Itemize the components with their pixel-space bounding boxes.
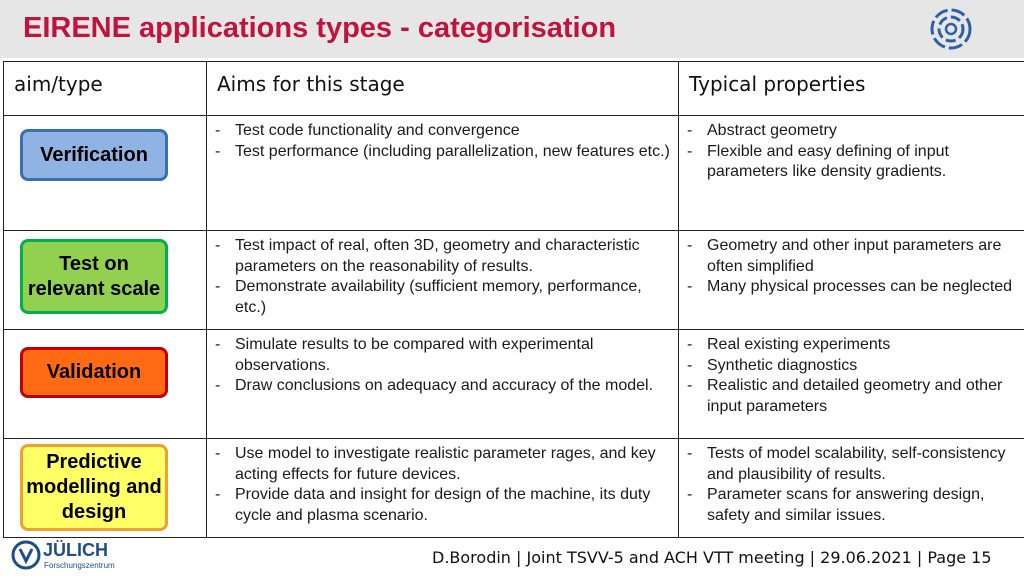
aims-cell	[207, 330, 679, 439]
aims-cell	[207, 231, 679, 330]
list-item: - Use model to investigate realistic parameter rages, and key acting effects for future devices.	[215, 444, 672, 485]
predictive-modelling-badge: Predictive modelling and design	[20, 444, 168, 531]
test-on-relevant-scale-badge: Test on relevant scale	[20, 239, 168, 314]
props-cell	[679, 330, 1024, 439]
list-item: - Test code functionality and convergence	[215, 121, 672, 142]
list-item: - Parameter scans for answering design, safety and similar issues.	[687, 485, 1023, 526]
header-aim-type: aim/type	[4, 62, 207, 116]
aims-cell	[207, 439, 679, 538]
validation-badge: Validation	[20, 347, 168, 398]
julich-logo-name: JÜLICH	[43, 540, 109, 560]
props-cell	[679, 116, 1024, 231]
verification-badge: Verification	[20, 129, 168, 181]
header-aims: Aims for this stage	[207, 62, 679, 116]
list-item: - Synthetic diagnostics	[687, 356, 1023, 377]
list-item: - Simulate results to be compared with experimental observations.	[215, 335, 672, 376]
props-cell	[679, 231, 1024, 330]
list-item: - Flexible and easy defining of input parameters like density gradients.	[687, 142, 1023, 183]
julich-logo-subtitle: Forschungszentrum	[44, 561, 115, 570]
footer-text: D.Borodin | Joint TSVV-5 and ACH VTT meeting | 29.06.2021 | Page 15	[432, 548, 992, 567]
table-header-row	[4, 62, 1024, 116]
julich-mark-icon	[11, 539, 41, 571]
list-item: - Draw conclusions on adequacy and accuracy of the model.	[215, 376, 672, 397]
props-cell	[679, 439, 1024, 538]
list-item: - Test performance (including parallelization, new features etc.)	[215, 142, 672, 163]
header-properties: Typical properties	[679, 62, 1024, 116]
list-item: - Geometry and other input parameters are often simplified	[687, 236, 1023, 277]
list-item: - Test impact of real, often 3D, geometry and characteristic parameters on the reasonability of results.	[215, 236, 672, 277]
aims-cell	[207, 116, 679, 231]
list-item: - Realistic and detailed geometry and other input parameters	[687, 376, 1023, 417]
list-item: - Many physical processes can be neglected	[687, 277, 1023, 298]
julich-logo	[11, 539, 121, 573]
list-item: - Provide data and insight for design of the machine, its duty cycle and plasma scenario.	[215, 485, 672, 526]
slide-title: EIRENE applications types - categorisation	[23, 12, 617, 44]
list-item: - Real existing experiments	[687, 335, 1023, 356]
list-item: - Tests of model scalability, self-consistency and plausibility of results.	[687, 444, 1023, 485]
fusion-logo-icon	[928, 6, 974, 52]
list-item: - Abstract geometry	[687, 121, 1023, 142]
list-item: - Demonstrate availability (sufficient memory, performance, etc.)	[215, 277, 672, 318]
